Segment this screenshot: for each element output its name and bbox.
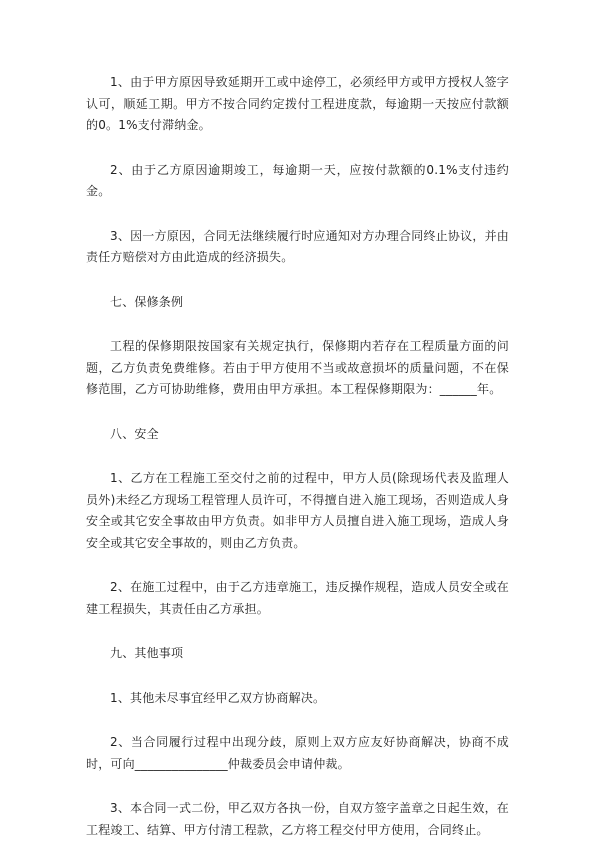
paragraph-gap: [86, 554, 509, 577]
section-heading-other: 九、其他事项: [110, 646, 184, 660]
paragraph-gap: [86, 203, 509, 226]
paragraph-gap: [86, 709, 509, 732]
clause-delay-start: 1、由于甲方原因导致延期开工或中途停工，必须经甲方或甲方授权人签字认可，顺延工期。甲方不按合同约定拨付工程进度款，每逾期一天按应付款额的0。1%支付滞纳金。: [86, 75, 509, 132]
paragraph-gap: [86, 665, 509, 688]
paragraph-gap: [86, 269, 509, 292]
section-heading-warranty: 七、保修条例: [110, 294, 184, 309]
paragraph-gap: [86, 620, 509, 643]
paragraph-gap: [86, 137, 509, 160]
clause-arbitration: 2、当合同履行过程中出现分歧，原则上双方应友好协商解决，协商不成时，可向_______________仲裁委员会申请仲裁。: [86, 735, 509, 771]
paragraph-gap: [86, 775, 509, 798]
paragraph-gap: [86, 313, 509, 336]
clause-other-matters: 1、其他未尽事宜经甲乙双方协商解决。: [110, 690, 326, 705]
section-heading-safety: 八、安全: [110, 426, 159, 441]
paragraph-gap: [86, 445, 509, 468]
clause-safety-access: 1、乙方在工程施工至交付之前的过程中，甲方人员(除现场代表及监理人员外)未经乙方现场工程管理人员许可，不得擅自进入施工现场，否则造成人身安全或其它安全事故由甲方负责。如非甲方人员擅自进入施工现场，造成人身安全或其它安全事故的，则由乙方负责。: [86, 471, 509, 550]
clause-safety-violation: 2、在施工过程中，由于乙方违章施工，违反操作规程，造成人员安全或在建工程损失，其责任由乙方承担。: [86, 580, 509, 616]
paragraph-gap: [86, 401, 509, 424]
clause-copies-effective: 3、本合同一式二份，甲乙双方各执一份，自双方签字盖章之日起生效，在工程竣工、结算、甲方付清工程款，乙方将工程交付甲方使用，合同终止。: [86, 801, 509, 837]
clause-termination: 3、因一方原因，合同无法继续履行时应通知对方办理合同终止协议，并由责任方赔偿对方由此造成的经济损失。: [86, 228, 509, 264]
clause-warranty: 工程的保修期限按国家有关规定执行，保修期内若存在工程质量方面的问题，乙方负责免费维修。若由于甲方使用不当或故意损坏的质量问题，不在保修范围，乙方可协助维修，费用由甲方承担。本工程保修期限为：______年。: [86, 339, 509, 396]
clause-delay-completion: 2、由于乙方原因逾期竣工，每逾期一天，应按付款额的0.1%支付违约金。: [86, 162, 509, 198]
